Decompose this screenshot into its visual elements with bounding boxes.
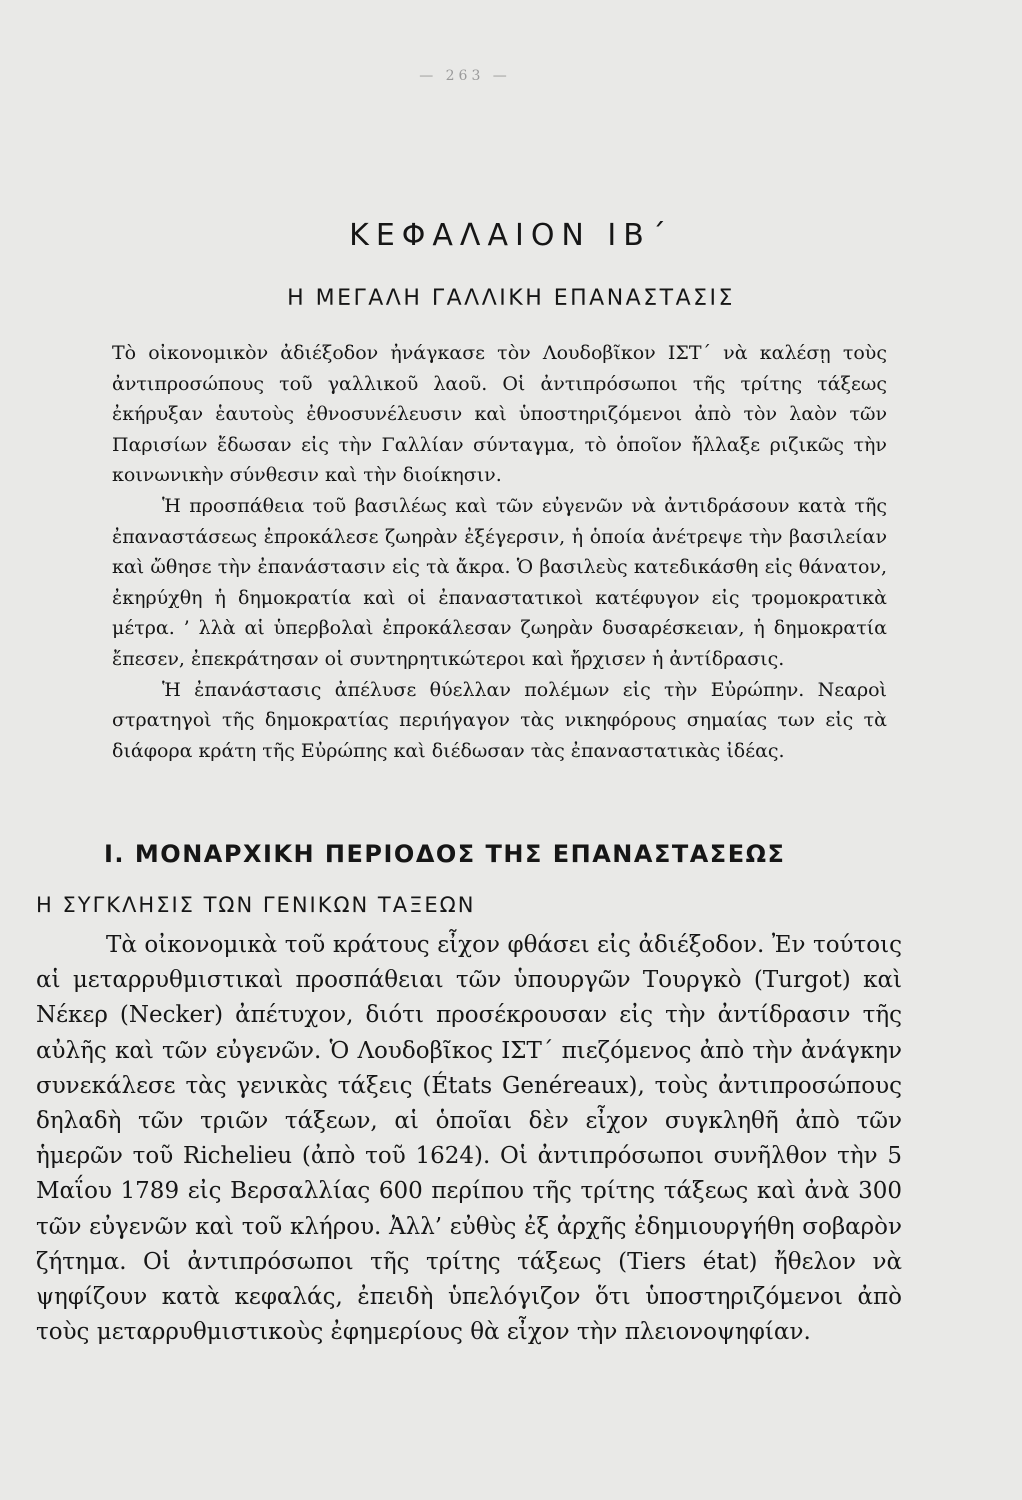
chapter-title: ΚΕΦΑΛΑΙΟΝ ΙΒ΄	[349, 218, 673, 253]
summary-paragraph: Ἡ προσπάθεια τοῦ βασιλέως καὶ τῶν εὐγενῶν νὰ ἀντιδράσουν κατὰ τῆς ἐπαναστάσεως ἐπροκάλεσε ζωηρὰν ἐξέγερσιν, ἡ ὁποία ἀνέτρεψε τὴν βασιλείαν καὶ ὤθησε τὴν ἐπανάστασιν εἰς τὰ ἄκρα. Ὁ βασιλεὺς κατεδικάσθη εἰς θάνατον, ἐκηρύχθη ἡ δημοκρατία καὶ οἱ ἐπαναστατικοὶ κατέφυγον εἰς τρομοκρατικὰ μέτρα. ’ λλὰ αἱ ὑπερβολαὶ ἐπροκάλεσαν ζωηρὰν δυσαρέσκειαν, ἡ δημοκρατία ἔπεσεν, ἐπεκράτησαν οἱ συντηρητικώτεροι καὶ ἤρχισεν ἡ ἀντίδρασις.	[112, 494, 887, 670]
summary-paragraph: Τὸ οἰκονομικὸν ἀδιέξοδον ἠνάγκασε τὸν Λουδοβῖκον ΙΣΤ΄ νὰ καλέσῃ τοὺς ἀντιπροσώπους τοῦ γαλλικοῦ λαοῦ. Οἱ ἀντιπρόσωποι τῆς τρίτης τάξεως ἐκήρυξαν ἑαυτοὺς ἐθνοσυνέλευσιν καὶ ὑποστηριζόμενοι ἀπὸ τὸν λαὸν τῶν Παρισίων ἔδωσαν εἰς τὴν Γαλλίαν σύνταγμα, τὸ ὁποῖον ἤλλαξε ριζικῶς τὴν κοινωνικὴν σύνθεσιν καὶ τὴν διοίκησιν.	[112, 342, 887, 487]
page-number: — 263 —	[419, 68, 511, 84]
summary-paragraph: Ἡ ἐπανάστασις ἀπέλυσε θύελλαν πολέμων εἰς τὴν Εὐρώπην. Νεαροὶ στρατηγοὶ τῆς δημοκρατίας περιήγαγον τὰς νικηφόρους σημαίας των εἰς τὰ διάφορα κράτη τῆς Εὐρώπης καὶ διέδωσαν τὰς ἐπαναστατικὰς ἰδέας.	[112, 678, 887, 762]
section-heading: Ι. ΜΟΝΑΡΧΙΚΗ ΠΕΡΙΟΔΟΣ ΤΗΣ ΕΠΑΝΑΣΤΑΣΕΩΣ	[104, 840, 786, 868]
body-paragraph: Τὰ οἰκονομικὰ τοῦ κράτους εἶχον φθάσει εἰς ἀδιέξοδον. Ἐν τούτοις αἱ μεταρρυθμιστικαὶ προσπάθειαι τῶν ὑπουργῶν Τουργκὸ (Turgot) καὶ Νέκερ (Necker) ἀπέτυχον, διότι προσέκρουσαν εἰς τὴν ἀντίδρασιν τῆς αὐλῆς καὶ τῶν εὐγενῶν. Ὁ Λουδοβῖκος ΙΣΤ΄ πιεζόμενος ἀπὸ τὴν ἀνάγκην συνεκάλεσε τὰς γενικὰς τάξεις (États Genéreaux), τοὺς ἀντιπροσώπους δηλαδὴ τῶν τριῶν τάξεων, αἱ ὁποῖαι δὲν εἶχον συγκληθῆ ἀπὸ τῶν ἡμερῶν τοῦ Richelieu (ἀπὸ τοῦ 1624). Οἱ ἀντιπρόσωποι συνῆλθον τὴν 5 Μαΐου 1789 εἰς Βερσαλλίας 600 περίπου τῆς τρίτης τάξεως καὶ ἀνὰ 300 τῶν εὐγενῶν καὶ τοῦ κλήρου. Ἀλλ’ εὐθὺς ἐξ ἀρχῆς ἐδημιουργήθη σοβαρὸν ζήτημα. Οἱ ἀντιπρόσωποι τῆς τρίτης τάξεως (Tiers état) ἤθελον νὰ ψηφίζουν κατὰ κεφαλάς, ἐπειδὴ ὑπελόγιζον ὅτι ὑποστηριζόμενοι ἀπὸ τοὺς μεταρρυθμιστικοὺς ἐφημερίους θὰ εἶχον τὴν πλειονοψηφίαν.	[36, 932, 902, 1346]
chapter-subtitle: Η ΜΕΓΑΛΗ ΓΑΛΛΙΚΗ ΕΠΑΝΑΣΤΑΣΙΣ	[287, 286, 735, 311]
section-body	[36, 928, 902, 1350]
subsection-heading: Η ΣΥΓΚΛΗΣΙΣ ΤΩΝ ΓΕΝΙΚΩΝ ΤΑΞΕΩΝ	[36, 893, 476, 917]
chapter-summary	[112, 338, 887, 766]
